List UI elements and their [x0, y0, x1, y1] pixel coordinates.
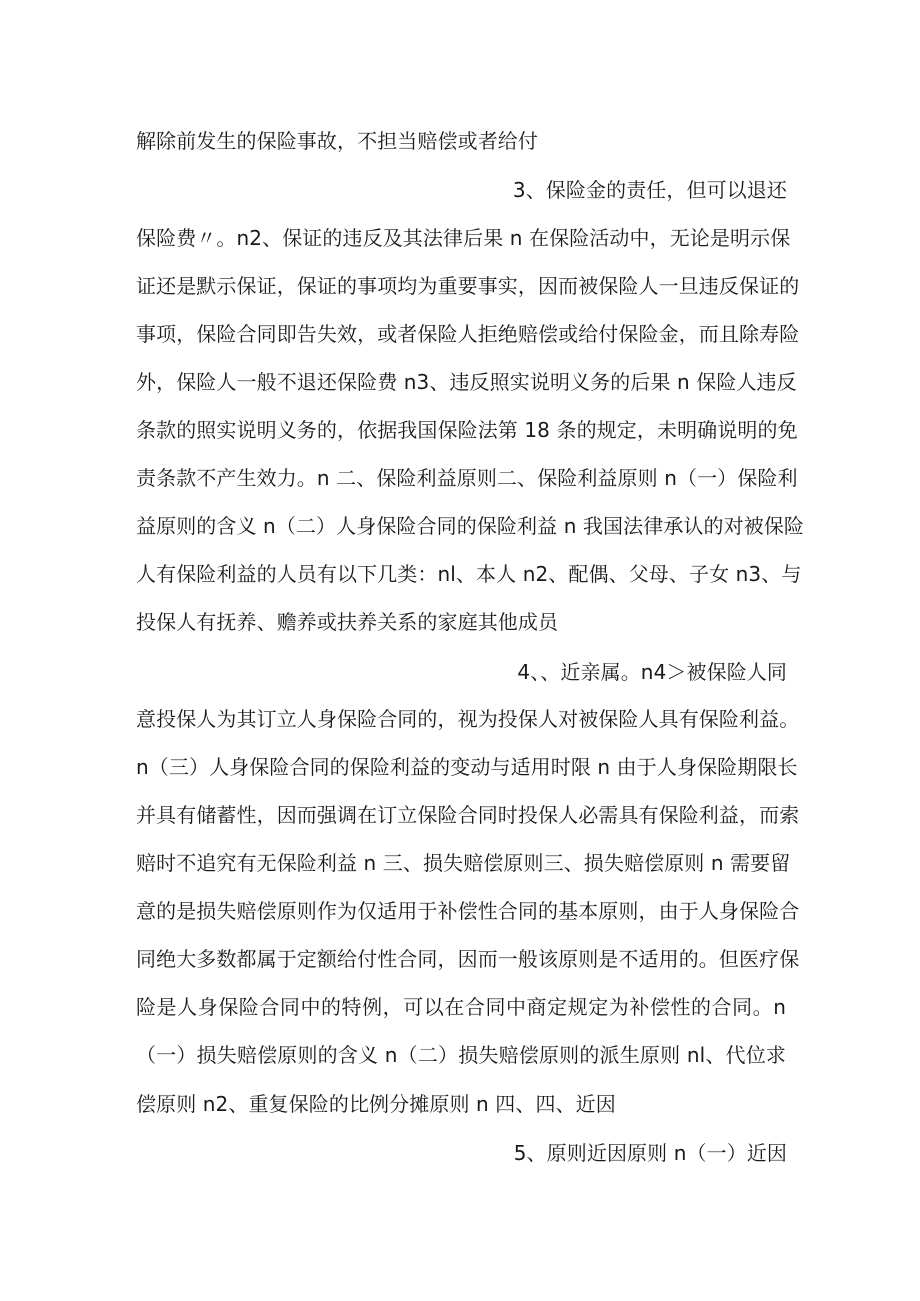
text-line-11: 投保人有抚养、赡养或扶养关系的家庭其他成员: [136, 610, 559, 634]
text-line-22: 5、原则近因原则 n（一）近因: [513, 1141, 787, 1165]
text-line-6: 外，保险人一般不退还保险费 n3、违反照实说明义务的后果 n 保险人违反: [136, 370, 797, 394]
text-line-7: 条款的照实说明义务的，依据我国保险法第 18 条的规定，未明确说明的免: [136, 418, 798, 442]
text-line-1: 解除前发生的保险事故，不担当赔偿或者给付: [136, 129, 538, 153]
text-line-16: 赔时不追究有无保险利益 n 三、损失赔偿原则三、损失赔偿原则 n 需要留: [136, 851, 791, 875]
text-line-3: 保险费〃。n2、保证的违反及其法律后果 n 在保险活动中，无论是明示保: [136, 226, 791, 250]
text-line-12: 4、、近亲属。n4＞被保险人同: [517, 660, 787, 684]
text-line-4: 证还是默示保证，保证的事项均为重要事实，因而被保险人一旦违反保证的: [136, 274, 800, 298]
text-line-17: 意的是损失赔偿原则作为仅适用于补偿性合同的基本原则，由于人身保险合: [136, 899, 800, 923]
text-line-20: （一）损失赔偿原则的含义 n（二）损失赔偿原则的派生原则 nl、代位求: [136, 1043, 786, 1067]
text-line-13: 意投保人为其订立人身保险合同的，视为投保人对被保险人具有保险利益。: [136, 707, 800, 731]
text-line-14: n（三）人身保险合同的保险利益的变动与适用时限 n 由于人身保险期限长: [136, 755, 798, 779]
text-line-9: 益原则的含义 n（二）人身保险合同的保险利益 n 我国法律承认的对被保险: [136, 514, 805, 538]
text-line-10: 人有保险利益的人员有以下几类：nl、本人 n2、配偶、父母、子女 n3、与: [136, 562, 802, 586]
text-line-15: 并具有储蓄性，因而强调在订立保险合同时投保人必需具有保险利益，而索: [136, 803, 800, 827]
text-line-8: 责条款不产生效力。n 二、保险利益原则二、保险利益原则 n（一）保险利: [136, 466, 798, 490]
text-line-5: 事项，保险合同即告失效，或者保险人拒绝赔偿或给付保险金，而且除寿险: [136, 322, 800, 346]
text-line-18: 同绝大多数都属于定额给付性合同，因而一般该原则是不适用的。但医疗保: [136, 947, 800, 971]
text-line-19: 险是人身保险合同中的特例，可以在合同中商定规定为补偿性的合同。n: [136, 995, 786, 1019]
text-line-2: 3、保险金的责任，但可以退还: [512, 178, 787, 202]
text-line-21: 偿原则 n2、重复保险的比例分摊原则 n 四、四、近因: [136, 1092, 616, 1116]
